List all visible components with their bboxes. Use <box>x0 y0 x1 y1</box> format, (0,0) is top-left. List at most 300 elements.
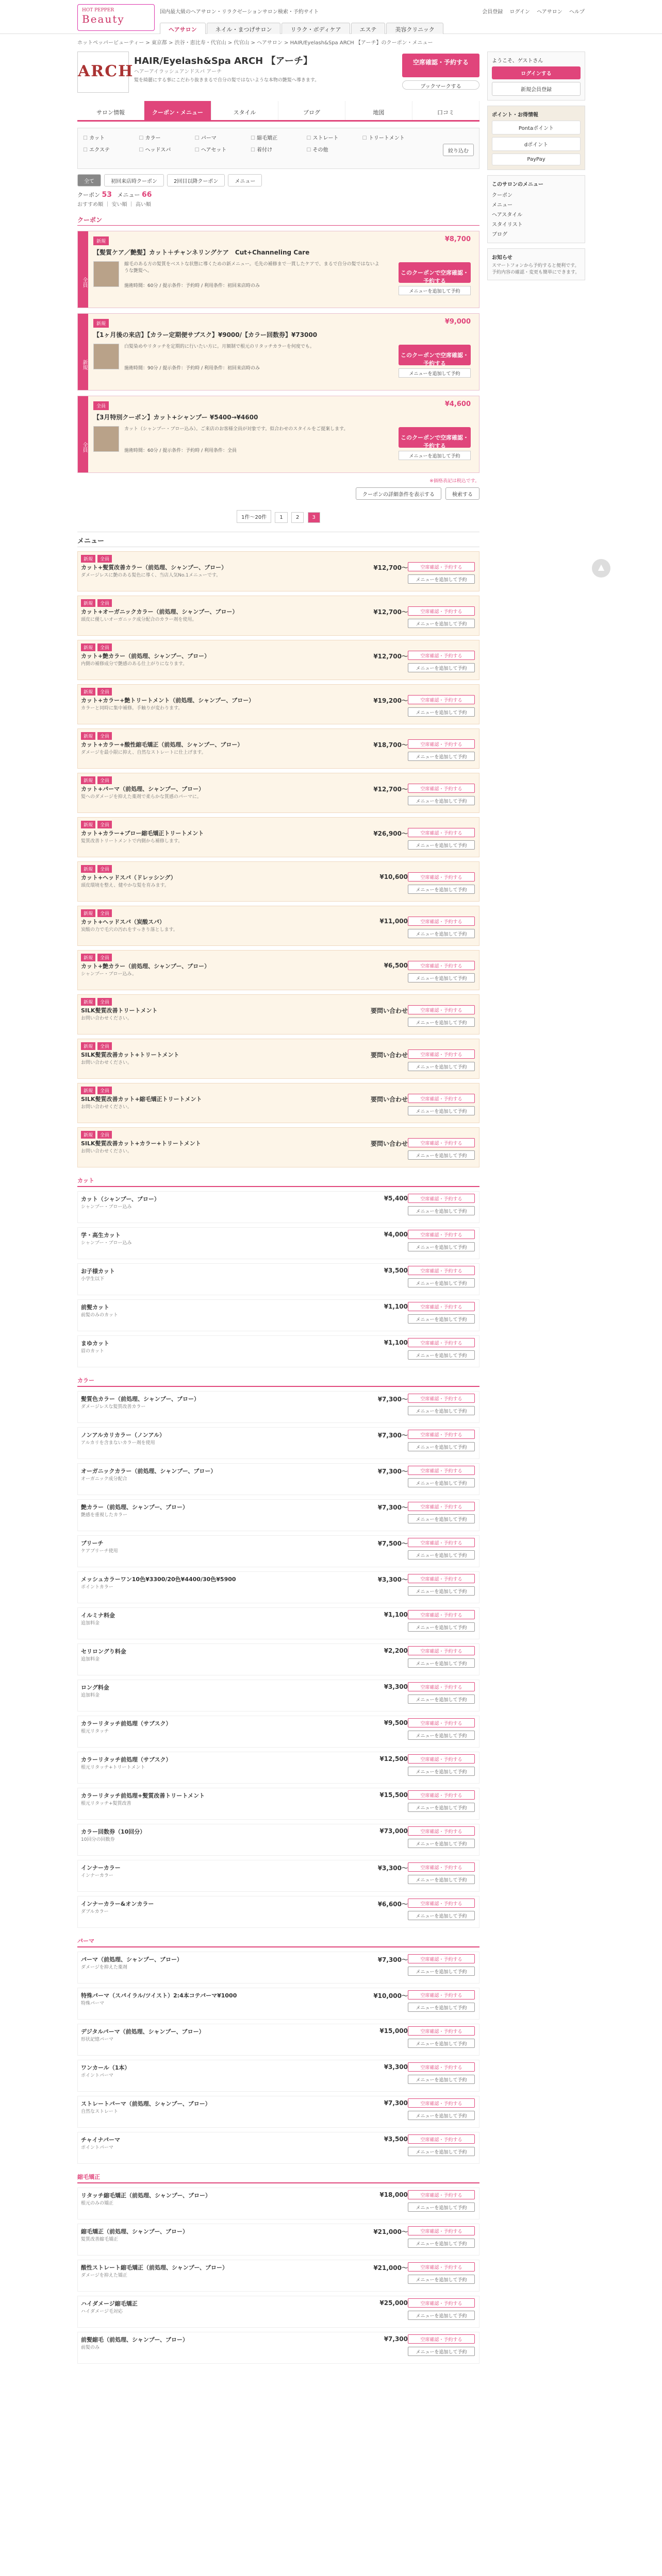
menu-price: ¥19,200〜 <box>373 697 408 704</box>
search-button[interactable]: 検索する <box>445 487 479 500</box>
top-link[interactable]: ヘルプ <box>569 9 585 15</box>
menu-add-button[interactable]: メニューを追加して予約 <box>408 1911 475 1920</box>
menu-reserve-button[interactable]: 空席確認・予約する <box>408 2062 475 2072</box>
menu-reserve-button[interactable]: 空席確認・予約する <box>408 2098 475 2108</box>
chip-all[interactable]: 全て <box>77 174 101 187</box>
menu-item <box>77 1860 479 1892</box>
menu-add-button[interactable]: メニューを追加して予約 <box>408 1803 475 1812</box>
menu-price: ¥9,500 <box>384 1719 408 1726</box>
coupon-target-bar: 全員 <box>78 231 88 308</box>
menu-tag: 全員 <box>97 599 112 607</box>
menu-tag: 全員 <box>97 776 112 784</box>
menu-tag: 全員 <box>97 1087 112 1094</box>
menu-add-button[interactable]: メニューを追加して予約 <box>408 1694 475 1704</box>
menu-tag: 新規 <box>81 1131 95 1139</box>
menu-item <box>77 2024 479 2056</box>
menu-reserve-button[interactable]: 空席確認・予約する <box>408 1430 475 1439</box>
menu-add-button[interactable]: メニューを追加して予約 <box>408 885 475 894</box>
menu-heading: メニュー <box>77 532 479 547</box>
menu-description: お問い合わせください。 <box>81 1105 133 1110</box>
nav-tab-nail[interactable]: ネイル・まつげサロン <box>207 23 281 34</box>
menu-add-button[interactable]: メニューを追加して予約 <box>408 796 475 805</box>
coupon-add-menu-button[interactable]: メニューを追加して予約 <box>399 286 471 295</box>
site-logo[interactable] <box>77 4 155 31</box>
tab-blog[interactable]: ブログ <box>278 101 345 120</box>
menu-price: ¥7,300〜 <box>377 1396 408 1403</box>
coupon-target-bar: 全員 <box>78 396 88 472</box>
login-button[interactable]: ログインする <box>492 66 581 79</box>
menu-description: シャンプー・ブロー込み <box>81 1241 132 1246</box>
menu-reserve-button[interactable]: 空席確認・予約する <box>408 1899 475 1908</box>
menu-add-button[interactable]: メニューを追加して予約 <box>408 663 475 672</box>
menu-tag: 新規 <box>81 1087 95 1094</box>
coupon-actions <box>77 487 479 500</box>
coupon-add-menu-button[interactable]: メニューを追加して予約 <box>399 451 471 460</box>
menu-add-button[interactable]: メニューを追加して予約 <box>408 752 475 761</box>
menu-add-button[interactable]: メニューを追加して予約 <box>408 1586 475 1596</box>
filter-checkbox[interactable]: ☐ その他 <box>306 145 357 153</box>
menu-tags <box>81 555 112 563</box>
menu-reserve-button[interactable]: 空席確認・予約する <box>408 1338 475 1347</box>
menu-reserve-button[interactable]: 空席確認・予約する <box>408 1862 475 1872</box>
menu-item <box>77 994 479 1035</box>
coupon-add-menu-button[interactable]: メニューを追加して予約 <box>399 368 471 378</box>
menu-add-button[interactable]: メニューを追加して予約 <box>408 619 475 628</box>
menu-add-button[interactable]: メニューを追加して予約 <box>408 1350 475 1360</box>
menu-price: ¥26,900〜 <box>373 830 408 837</box>
coupon-conditions: 施術時間：90分 / 提示条件：予約時 / 利用条件：初回来店時のみ <box>124 366 260 371</box>
filter-checkbox[interactable]: ☐ 着付け <box>251 145 301 153</box>
menu-reserve-button[interactable]: 空席確認・予約する <box>408 2334 475 2344</box>
menu-item <box>77 1571 479 1603</box>
coupon-reserve-button[interactable]: このクーポンで空席確認・予約する <box>399 345 471 365</box>
menu-item <box>77 1896 479 1928</box>
filter-checkbox[interactable]: ☐ パーマ <box>195 133 245 141</box>
menu-add-button[interactable]: メニューを追加して予約 <box>408 707 475 717</box>
menu-name: SILK髪質改善トリートメント <box>81 1007 158 1014</box>
menu-reserve-button[interactable]: 空席確認・予約する <box>408 2298 475 2308</box>
menu-tag: 全員 <box>97 732 112 740</box>
menu-add-button[interactable]: メニューを追加して予約 <box>408 1658 475 1668</box>
salon-menu-link[interactable]: スタイリスト <box>492 222 523 228</box>
menu-reserve-button[interactable]: 空席確認・予約する <box>408 1394 475 1403</box>
menu-name: カラー回数券（10回分） <box>81 1828 146 1835</box>
menu-description: 根元リタッチ+髪質改善 <box>81 1801 131 1806</box>
menu-name: カット+艶カラー（前処理、シャンプー、ブロー） <box>81 963 210 970</box>
tab-salon-info[interactable]: サロン情報 <box>77 101 144 120</box>
menu-tag: 全員 <box>97 1131 112 1139</box>
menu-add-button[interactable]: メニューを追加して予約 <box>408 1967 475 1976</box>
menu-reserve-button[interactable]: 空席確認・予約する <box>408 1682 475 1691</box>
coupon-thumbnail <box>93 426 119 452</box>
menu-tag: 全員 <box>97 1042 112 1050</box>
menu-tags <box>81 732 112 740</box>
menu-add-button[interactable]: メニューを追加して予約 <box>408 1767 475 1776</box>
menu-reserve-button[interactable]: 空席確認・予約する <box>408 1266 475 1275</box>
menu-reserve-button[interactable]: 空席確認・予約する <box>408 1754 475 1764</box>
menu-reserve-button[interactable]: 空席確認・予約する <box>408 2026 475 2036</box>
menu-name: SILK髪質改善カット+縮毛矯正トリートメント <box>81 1096 202 1103</box>
bookmark-button[interactable]: ブックマークする <box>402 80 479 90</box>
menu-item <box>77 1427 479 1459</box>
salon-menu-title: このサロンのメニュー <box>492 182 543 188</box>
menu-reserve-button[interactable]: 空席確認・予約する <box>408 1718 475 1727</box>
menu-reserve-button[interactable]: 空席確認・予約する <box>408 1230 475 1239</box>
menu-name: デジタルパーマ（前処理、シャンプー、ブロー） <box>81 2028 205 2035</box>
salon-menu-link[interactable]: クーポン <box>492 193 512 198</box>
menu-price: ¥12,700〜 <box>373 653 408 660</box>
menu-reserve-button[interactable]: 空席確認・予約する <box>408 1790 475 1800</box>
top-link[interactable]: ログイン <box>509 9 530 15</box>
menu-description: 前髪のみのカット <box>81 1313 118 1318</box>
menu-reserve-button[interactable]: 空席確認・予約する <box>408 1302 475 1311</box>
menu-tag: 全員 <box>97 821 112 828</box>
result-counts <box>77 191 479 200</box>
coupon-card <box>77 231 479 308</box>
coupon-reserve-button[interactable]: このクーポンで空席確認・予約する <box>399 262 471 283</box>
menu-name: 髪質色カラー（前処理、シャンプー、ブロー） <box>81 1396 200 1402</box>
coupon-count-label: クーポン <box>77 192 100 198</box>
menu-item <box>77 1499 479 1531</box>
menu-name: カラーリタッチ前処理（サブスク） <box>81 1720 172 1727</box>
chip-first-visit[interactable]: 初回来店時クーポン <box>104 174 164 187</box>
menu-description: ケアブリーチ使用 <box>81 1549 118 1554</box>
menu-section-heading: カット <box>77 1175 479 1187</box>
menu-add-button[interactable]: メニューを追加して予約 <box>408 973 475 982</box>
menu-description: シャンプー・ブロー込み <box>81 1205 132 1210</box>
menu-reserve-button[interactable]: 空席確認・予約する <box>408 2134 475 2144</box>
menu-price: ¥7,300 <box>384 2099 408 2107</box>
menu-add-button[interactable]: メニューを追加して予約 <box>408 1406 475 1415</box>
menu-description: ダメージを抑えた矯正 <box>81 2273 127 2278</box>
menu-name: まゆカット <box>81 1340 109 1347</box>
coupon-type-chips <box>77 174 479 187</box>
menu-section-heading: 縮毛矯正 <box>77 2171 479 2183</box>
menu-price: ¥18,000 <box>379 2191 408 2198</box>
menu-add-button[interactable]: メニューを追加して予約 <box>408 1514 475 1523</box>
menu-item <box>77 1083 479 1123</box>
menu-reserve-button[interactable]: 空席確認・予約する <box>408 784 475 793</box>
salon-menu-link[interactable]: ヘアスタイル <box>492 212 523 218</box>
menu-price: ¥15,000 <box>379 2027 408 2035</box>
sidebar <box>487 52 585 285</box>
menu-tag: 全員 <box>97 865 112 873</box>
login-title: ようこそ、ゲストさん <box>492 58 543 64</box>
sort-options[interactable]: おすすめ順 ｜ 安い順 ｜ 高い順 <box>77 202 151 208</box>
menu-description: シャンプー・ブロー込み。 <box>81 972 137 977</box>
menu-description: ハイダメージ毛対応 <box>81 2309 123 2314</box>
top-link[interactable]: 会員登録 <box>482 9 503 15</box>
menu-item <box>77 1824 479 1856</box>
menu-name: インナーカラー <box>81 1865 121 1871</box>
filter-checkbox[interactable]: ☐ トリートメント <box>362 133 413 141</box>
coupon-thumbnail <box>93 261 119 287</box>
menu-add-button[interactable]: メニューを追加して予約 <box>408 2075 475 2084</box>
menu-price: ¥21,000〜 <box>373 2228 408 2235</box>
filter-checkbox[interactable]: ☐ カット <box>83 133 134 141</box>
reserve-button[interactable]: 空席確認・予約する <box>402 54 479 77</box>
point-box <box>487 106 585 170</box>
menu-price: ¥3,500 <box>384 2136 408 2143</box>
menu-reserve-button[interactable]: 空席確認・予約する <box>408 828 475 837</box>
menu-add-button[interactable]: メニューを追加して予約 <box>408 574 475 584</box>
menu-add-button[interactable]: メニューを追加して予約 <box>408 2311 475 2320</box>
menu-tag: 新規 <box>81 732 95 740</box>
menu-name: カット+カラー+艶トリートメント（前処理、シャンプー、ブロー） <box>81 697 255 704</box>
menu-add-button[interactable]: メニューを追加して予約 <box>408 1839 475 1848</box>
menu-description: カラーと同時に集中補修。手触りが変わります。 <box>81 706 183 711</box>
menu-reserve-button[interactable]: 空席確認・予約する <box>408 695 475 704</box>
menu-reserve-button[interactable]: 空席確認・予約する <box>408 917 475 926</box>
nav-tab-relax[interactable]: リラク・ボディケア <box>282 23 350 34</box>
menu-tag: 新規 <box>81 821 95 828</box>
menu-item <box>77 1299 479 1331</box>
top-link[interactable]: ヘアサロン <box>537 9 562 15</box>
menu-name: カット+カラー+ブロー縮毛矯正トリートメント <box>81 830 204 837</box>
menu-add-button[interactable]: メニューを追加して予約 <box>408 1278 475 1287</box>
menu-reserve-button[interactable]: 空席確認・予約する <box>408 1094 475 1103</box>
coupon-title[interactable]: 【1ヶ月後の来店】【カラー定期便サブスク】¥9000/【カラー回数券】¥73000 <box>93 331 318 338</box>
menu-item <box>77 1752 479 1784</box>
filter-checkbox[interactable]: ☐ ストレート <box>306 133 357 141</box>
menu-reserve-button[interactable]: 空席確認・予約する <box>408 1138 475 1147</box>
menu-reserve-button[interactable]: 空席確認・予約する <box>408 739 475 749</box>
menu-name: リタッチ縮毛矯正（前処理、シャンプー、ブロー） <box>81 2192 211 2199</box>
menu-add-button[interactable]: メニューを追加して予約 <box>408 1550 475 1560</box>
menu-description: 追加料金 <box>81 1657 100 1662</box>
menu-reserve-button[interactable]: 空席確認・予約する <box>408 1194 475 1203</box>
menu-add-button[interactable]: メニューを追加して予約 <box>408 1150 475 1160</box>
filter-checkbox[interactable]: ☐ ヘアセット <box>195 145 245 153</box>
tab-reviews[interactable]: 口コミ <box>412 101 479 120</box>
menu-name: カット（シャンプー、ブロー） <box>81 1196 160 1202</box>
menu-name: ワンカール（1本） <box>81 2064 130 2071</box>
coupon-title[interactable]: 【3月特別クーポン】カット+シャンプー ¥5400→¥4600 <box>93 414 258 421</box>
menu-reserve-button[interactable]: 空席確認・予約する <box>408 961 475 970</box>
menu-tags <box>81 998 112 1006</box>
menu-reserve-button[interactable]: 空席確認・予約する <box>408 1954 475 1963</box>
menu-item <box>77 2224 479 2256</box>
menu-reserve-button[interactable]: 空席確認・予約する <box>408 1990 475 1999</box>
point-item[interactable]: Pontaポイント <box>492 121 581 134</box>
menu-tag: 全員 <box>97 555 112 563</box>
menu-name: ロング料金 <box>81 1684 109 1691</box>
coupon-list <box>77 231 479 473</box>
menu-add-button[interactable]: メニューを追加して予約 <box>408 2275 475 2284</box>
nav-tab-clinic[interactable]: 美容クリニック <box>386 23 443 34</box>
menu-add-button[interactable]: メニューを追加して予約 <box>408 2202 475 2212</box>
menu-reserve-button[interactable]: 空席確認・予約する <box>408 872 475 882</box>
menu-add-button[interactable]: メニューを追加して予約 <box>408 1018 475 1027</box>
menu-reserve-button[interactable]: 空席確認・予約する <box>408 1574 475 1583</box>
menu-reserve-button[interactable]: 空席確認・予約する <box>408 1826 475 1836</box>
register-button[interactable]: 新規会員登録 <box>492 82 581 96</box>
menu-name: メッシュカラーワン10色¥3300/20色¥4400/30色¥5900 <box>81 1576 236 1583</box>
menu-description: ダメージを最小限に抑え、自然なストレートに仕上げます。 <box>81 750 206 755</box>
menu-description: お問い合わせください。 <box>81 1149 133 1154</box>
menu-description: ポイントカラー <box>81 1585 113 1590</box>
menu-reserve-button[interactable]: 空席確認・予約する <box>408 562 475 571</box>
menu-description: ポイントパーマ <box>81 2145 113 2150</box>
menu-item <box>77 950 479 990</box>
menu-description: 髪へのダメージを抑えた薬剤で柔らかな質感のパーマに。 <box>81 794 202 800</box>
menu-add-button[interactable]: メニューを追加して予約 <box>408 1731 475 1740</box>
coupon-reserve-button[interactable]: このクーポンで空席確認・予約する <box>399 427 471 448</box>
menu-price: ¥73,000 <box>379 1827 408 1835</box>
menu-tags <box>81 865 112 873</box>
menu-price: ¥12,700〜 <box>373 786 408 793</box>
menu-add-button[interactable]: メニューを追加して予約 <box>408 2347 475 2356</box>
menu-add-button[interactable]: メニューを追加して予約 <box>408 1106 475 1115</box>
menu-item <box>77 1952 479 1984</box>
menu-price: ¥25,000 <box>379 2299 408 2307</box>
menu-price: ¥21,000〜 <box>373 2264 408 2272</box>
filter-checkbox[interactable]: ☐ 縮毛矯正 <box>251 133 301 141</box>
menu-description: 頭皮環境を整え、健やかな髪を育みます。 <box>81 883 169 888</box>
menu-add-button[interactable]: メニューを追加して予約 <box>408 2039 475 2048</box>
special-menu-list <box>77 551 479 1167</box>
menu-add-button[interactable]: メニューを追加して予約 <box>408 929 475 938</box>
menu-tag: 新規 <box>81 865 95 873</box>
menu-add-button[interactable]: メニューを追加して予約 <box>408 1478 475 1487</box>
nav-tab-hair[interactable]: ヘアサロン <box>160 23 206 34</box>
menu-price: ¥1,100 <box>384 1303 408 1310</box>
coupon-heading: クーポン <box>77 213 479 226</box>
menu-tags <box>81 909 112 917</box>
menu-add-button[interactable]: メニューを追加して予約 <box>408 840 475 850</box>
menu-description: 髪質改善縮毛矯正 <box>81 2237 119 2242</box>
menu-tags <box>81 1131 112 1139</box>
menu-item <box>77 2132 479 2164</box>
page-link-current[interactable]: 3 <box>308 512 320 523</box>
menu-add-button[interactable]: メニューを追加して予約 <box>408 2147 475 2156</box>
menu-add-button[interactable]: メニューを追加して予約 <box>408 1622 475 1632</box>
salon-description: 髪を綺麗にする事にこだわり抜きまるで自分の髪ではないような本物の艶髪へ導きます。 <box>134 78 320 83</box>
menu-reserve-button[interactable]: 空席確認・予約する <box>408 1646 475 1655</box>
menu-item <box>77 596 479 636</box>
filter-grid <box>83 133 413 153</box>
coupon-detail-button[interactable]: クーポンの詳細条件を表示する <box>356 487 441 500</box>
coupon-tag: 新規 <box>93 236 109 245</box>
salon-menu-link[interactable]: メニュー <box>492 202 512 208</box>
logo-text: Beauty <box>82 13 125 25</box>
menu-description: ダメージレスに艶のある髪色に導く、当店人気No.1メニューです。 <box>81 573 221 578</box>
menu-item <box>77 2260 479 2292</box>
menu-add-button[interactable]: メニューを追加して予約 <box>408 2111 475 2120</box>
filter-checkbox[interactable]: ☐ エクステ <box>83 145 134 153</box>
menu-price: ¥3,300〜 <box>377 1865 408 1872</box>
menu-description: インナーカラー <box>81 1873 113 1878</box>
chip-menu[interactable]: メニュー <box>228 174 262 187</box>
menu-add-button[interactable]: メニューを追加して予約 <box>408 1206 475 1215</box>
menu-reserve-button[interactable]: 空席確認・予約する <box>408 1049 475 1059</box>
menu-price: ¥7,300 <box>384 2335 408 2343</box>
salon-menu-box <box>487 175 585 243</box>
menu-reserve-button[interactable]: 空席確認・予約する <box>408 1502 475 1511</box>
menu-item <box>77 773 479 813</box>
menu-reserve-button[interactable]: 空席確認・予約する <box>408 1610 475 1619</box>
menu-reserve-button[interactable]: 空席確認・予約する <box>408 2226 475 2235</box>
pagination <box>77 510 479 526</box>
page-link[interactable]: 2 <box>291 512 304 523</box>
salon-menu-link[interactable]: ブログ <box>492 232 507 238</box>
menu-tag: 全員 <box>97 688 112 696</box>
menu-item <box>77 1607 479 1639</box>
menu-add-button[interactable]: メニューを追加して予約 <box>408 1242 475 1251</box>
menu-add-button[interactable]: メニューを追加して予約 <box>408 2239 475 2248</box>
menu-price: ¥7,300〜 <box>377 1956 408 1963</box>
menu-item <box>77 1335 479 1367</box>
menu-tags <box>81 1087 112 1094</box>
menu-description: 小学生以下 <box>81 1277 105 1282</box>
tab-style[interactable]: スタイル <box>211 101 278 120</box>
menu-name: ブリーチ <box>81 1540 104 1547</box>
menu-description: 頭皮に優しいオーガニック成分配合のカラー剤を使用。 <box>81 617 197 622</box>
filter-checkbox[interactable]: ☐ ヘッドスパ <box>139 145 189 153</box>
menu-add-button[interactable]: メニューを追加して予約 <box>408 1314 475 1324</box>
menu-item <box>77 1643 479 1675</box>
menu-tag: 新規 <box>81 954 95 961</box>
menu-description: 10回分の回数券 <box>81 1837 115 1842</box>
menu-reserve-button[interactable]: 空席確認・予約する <box>408 1005 475 1014</box>
menu-price: ¥12,700〜 <box>373 608 408 616</box>
coupon-price: ¥9,000 <box>444 318 471 326</box>
nav-tab-esthe[interactable]: エステ <box>351 23 386 34</box>
menu-description: ダメージを抑えた薬剤 <box>81 1965 127 1970</box>
menu-name: SILK髪質改善カット+カラー+トリートメント <box>81 1140 201 1147</box>
menu-description: お問い合わせください。 <box>81 1060 133 1065</box>
filter-checkbox[interactable]: ☐ カラー <box>139 133 189 141</box>
menu-tags <box>81 954 112 961</box>
menu-add-button[interactable]: メニューを追加して予約 <box>408 1875 475 1884</box>
coupon-title[interactable]: 【髪質ケア／艶髪】カット＋チャンネリングケア Cut+Channeling Care <box>93 249 310 256</box>
breadcrumb[interactable]: ホットペッパービューティー > 東京都 > 渋谷・恵比寿・代官山 > 代官山 > ヘアサロン > HAIR/Eyelash&Spa ARCH 【アーチ】のクーポン・メニュー <box>77 40 433 46</box>
menu-reserve-button[interactable]: 空席確認・予約する <box>408 651 475 660</box>
menu-item <box>77 861 479 902</box>
menu-reserve-button[interactable]: 空席確認・予約する <box>408 606 475 616</box>
menu-item <box>77 728 479 769</box>
page-link[interactable]: 1 <box>275 512 287 523</box>
menu-reserve-button[interactable]: 空席確認・予約する <box>408 1466 475 1475</box>
global-nav <box>160 23 443 34</box>
menu-reserve-button[interactable]: 空席確認・予約する <box>408 2190 475 2199</box>
tab-coupon-menu[interactable]: クーポン・メニュー <box>144 101 211 120</box>
menu-reserve-button[interactable]: 空席確認・予約する <box>408 2262 475 2272</box>
coupon-conditions: 施術時間：60分 / 提示条件：予約時 / 利用条件：初回来店時のみ <box>124 283 260 289</box>
menu-tags <box>81 776 112 784</box>
tab-map[interactable]: 地図 <box>345 101 412 120</box>
menu-price: 要問い合わせ <box>370 1140 408 1147</box>
menu-item <box>77 2060 479 2092</box>
point-item[interactable]: dポイント <box>492 137 581 151</box>
menu-add-button[interactable]: メニューを追加して予約 <box>408 2003 475 2012</box>
menu-tags <box>81 643 112 651</box>
menu-add-button[interactable]: メニューを追加して予約 <box>408 1062 475 1071</box>
menu-name: お子様カット <box>81 1268 115 1275</box>
menu-price: ¥7,300〜 <box>377 1468 408 1475</box>
page-top-button[interactable]: ▲ <box>592 559 610 578</box>
menu-description: お問い合わせください。 <box>81 1016 133 1021</box>
salon-subname: ヘアーアイラッシュアンドスパ アーチ <box>134 69 222 75</box>
menu-description: 特殊パーマ <box>81 2001 105 2006</box>
menu-price: ¥12,500 <box>379 1755 408 1762</box>
menu-add-button[interactable]: メニューを追加して予約 <box>408 1442 475 1451</box>
point-item[interactable]: PayPay <box>492 154 581 165</box>
menu-name: チャイナパーマ <box>81 2137 121 2143</box>
filter-button[interactable]: 絞り込む <box>443 144 474 156</box>
menu-reserve-button[interactable]: 空席確認・予約する <box>408 1538 475 1547</box>
chip-repeat[interactable]: 2回目以降クーポン <box>167 174 225 187</box>
